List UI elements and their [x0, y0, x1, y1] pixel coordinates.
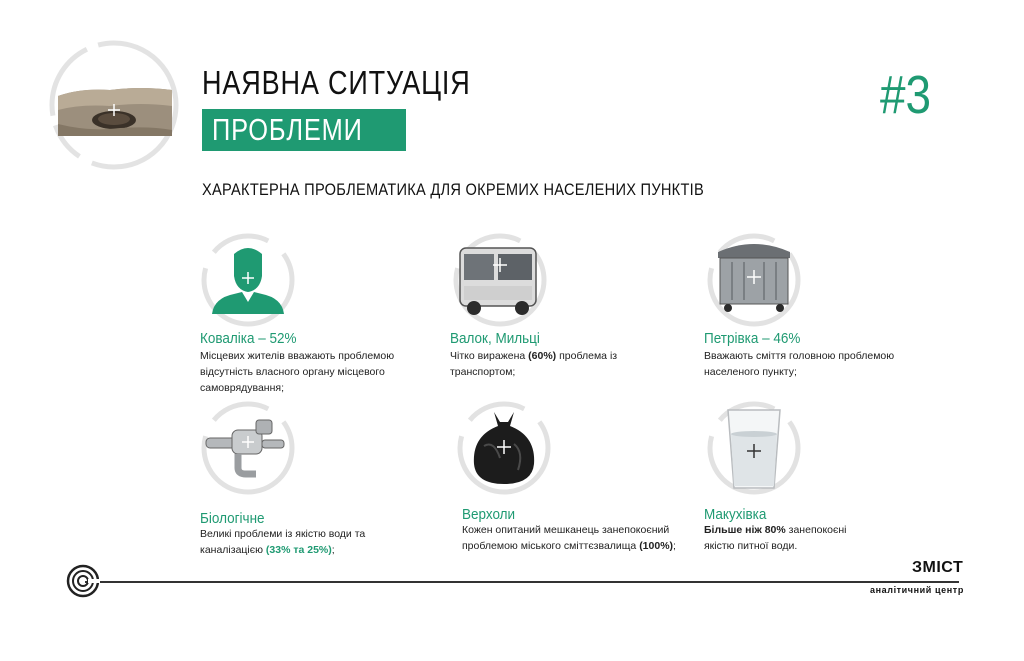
- item-title-makukhivka: Макухівка: [704, 506, 767, 523]
- item-text-valok: [450, 348, 620, 380]
- water-faucet-icon: [198, 400, 298, 500]
- hero-photo: [40, 40, 188, 170]
- bus-icon: [450, 232, 550, 332]
- item-text-valok-post: проблема із транспортом;: [450, 350, 618, 378]
- water-glass-icon: [704, 400, 804, 500]
- brand-logo-icon: [66, 564, 100, 598]
- section-badge: [202, 109, 406, 151]
- item-text-kovalivka: Місцевих жителів вважають проблемою відсутність власного органу місцевого самоврядування;: [200, 350, 395, 394]
- garbage-container-icon: [704, 232, 804, 332]
- page-number: #3: [880, 65, 932, 125]
- item-text-petrivka: Вважають сміття головною проблемою населеного пункту;: [704, 350, 895, 378]
- item-title-kovalivka: Коваліка – 52%: [200, 330, 297, 347]
- item-text-verkholy-pre: Кожен опитаний мешканець занепокоєний проблемою міського сміттєзвалища: [462, 524, 670, 552]
- item-title-verkholy: Верхоли: [462, 506, 516, 523]
- item-title-valok: Валок, Мильці: [450, 330, 540, 347]
- section-badge-label: ПРОБЛЕМИ: [212, 112, 363, 147]
- page-title: НАЯВНА СИТУАЦІЯ: [202, 64, 471, 101]
- person-silhouette-icon: [198, 232, 298, 332]
- page-subtitle: ХАРАКТЕРНА ПРОБЛЕМАТИКА ДЛЯ ОКРЕМИХ НАСЕЛЕНИХ ПУНКТІВ: [202, 180, 704, 199]
- trash-bag-icon: [454, 400, 554, 500]
- item-text-valok-bold: (60%): [528, 350, 557, 362]
- brand-tagline: аналітичний центр: [870, 585, 964, 595]
- item-text-biolohichne-bold: (33% та 25%): [265, 544, 332, 556]
- item-text-valok-pre: Чітко виражена: [450, 350, 529, 362]
- item-text-verkholy-post: ;: [673, 540, 676, 552]
- item-text-makukhivka: [704, 522, 874, 554]
- footer-divider: [85, 581, 959, 583]
- item-text-makukhivka-bold: Більше ніж 80%: [704, 524, 786, 536]
- item-text-verkholy-bold: (100%): [639, 540, 674, 552]
- item-title-petrivka: Петрівка – 46%: [704, 330, 801, 347]
- brand-name: ЗМІСТ: [912, 559, 964, 576]
- item-text-verkholy: [462, 522, 687, 554]
- item-text-biolohichne-pre: Великі проблеми із якістю води та каналізацією: [200, 528, 366, 556]
- item-text-makukhivka-post: занепокоєні якістю питної води.: [704, 524, 847, 552]
- item-text-biolohichne: [200, 526, 370, 558]
- item-text-biolohichne-post: ;: [331, 544, 335, 556]
- item-title-biolohichne: Біологічне: [200, 510, 265, 527]
